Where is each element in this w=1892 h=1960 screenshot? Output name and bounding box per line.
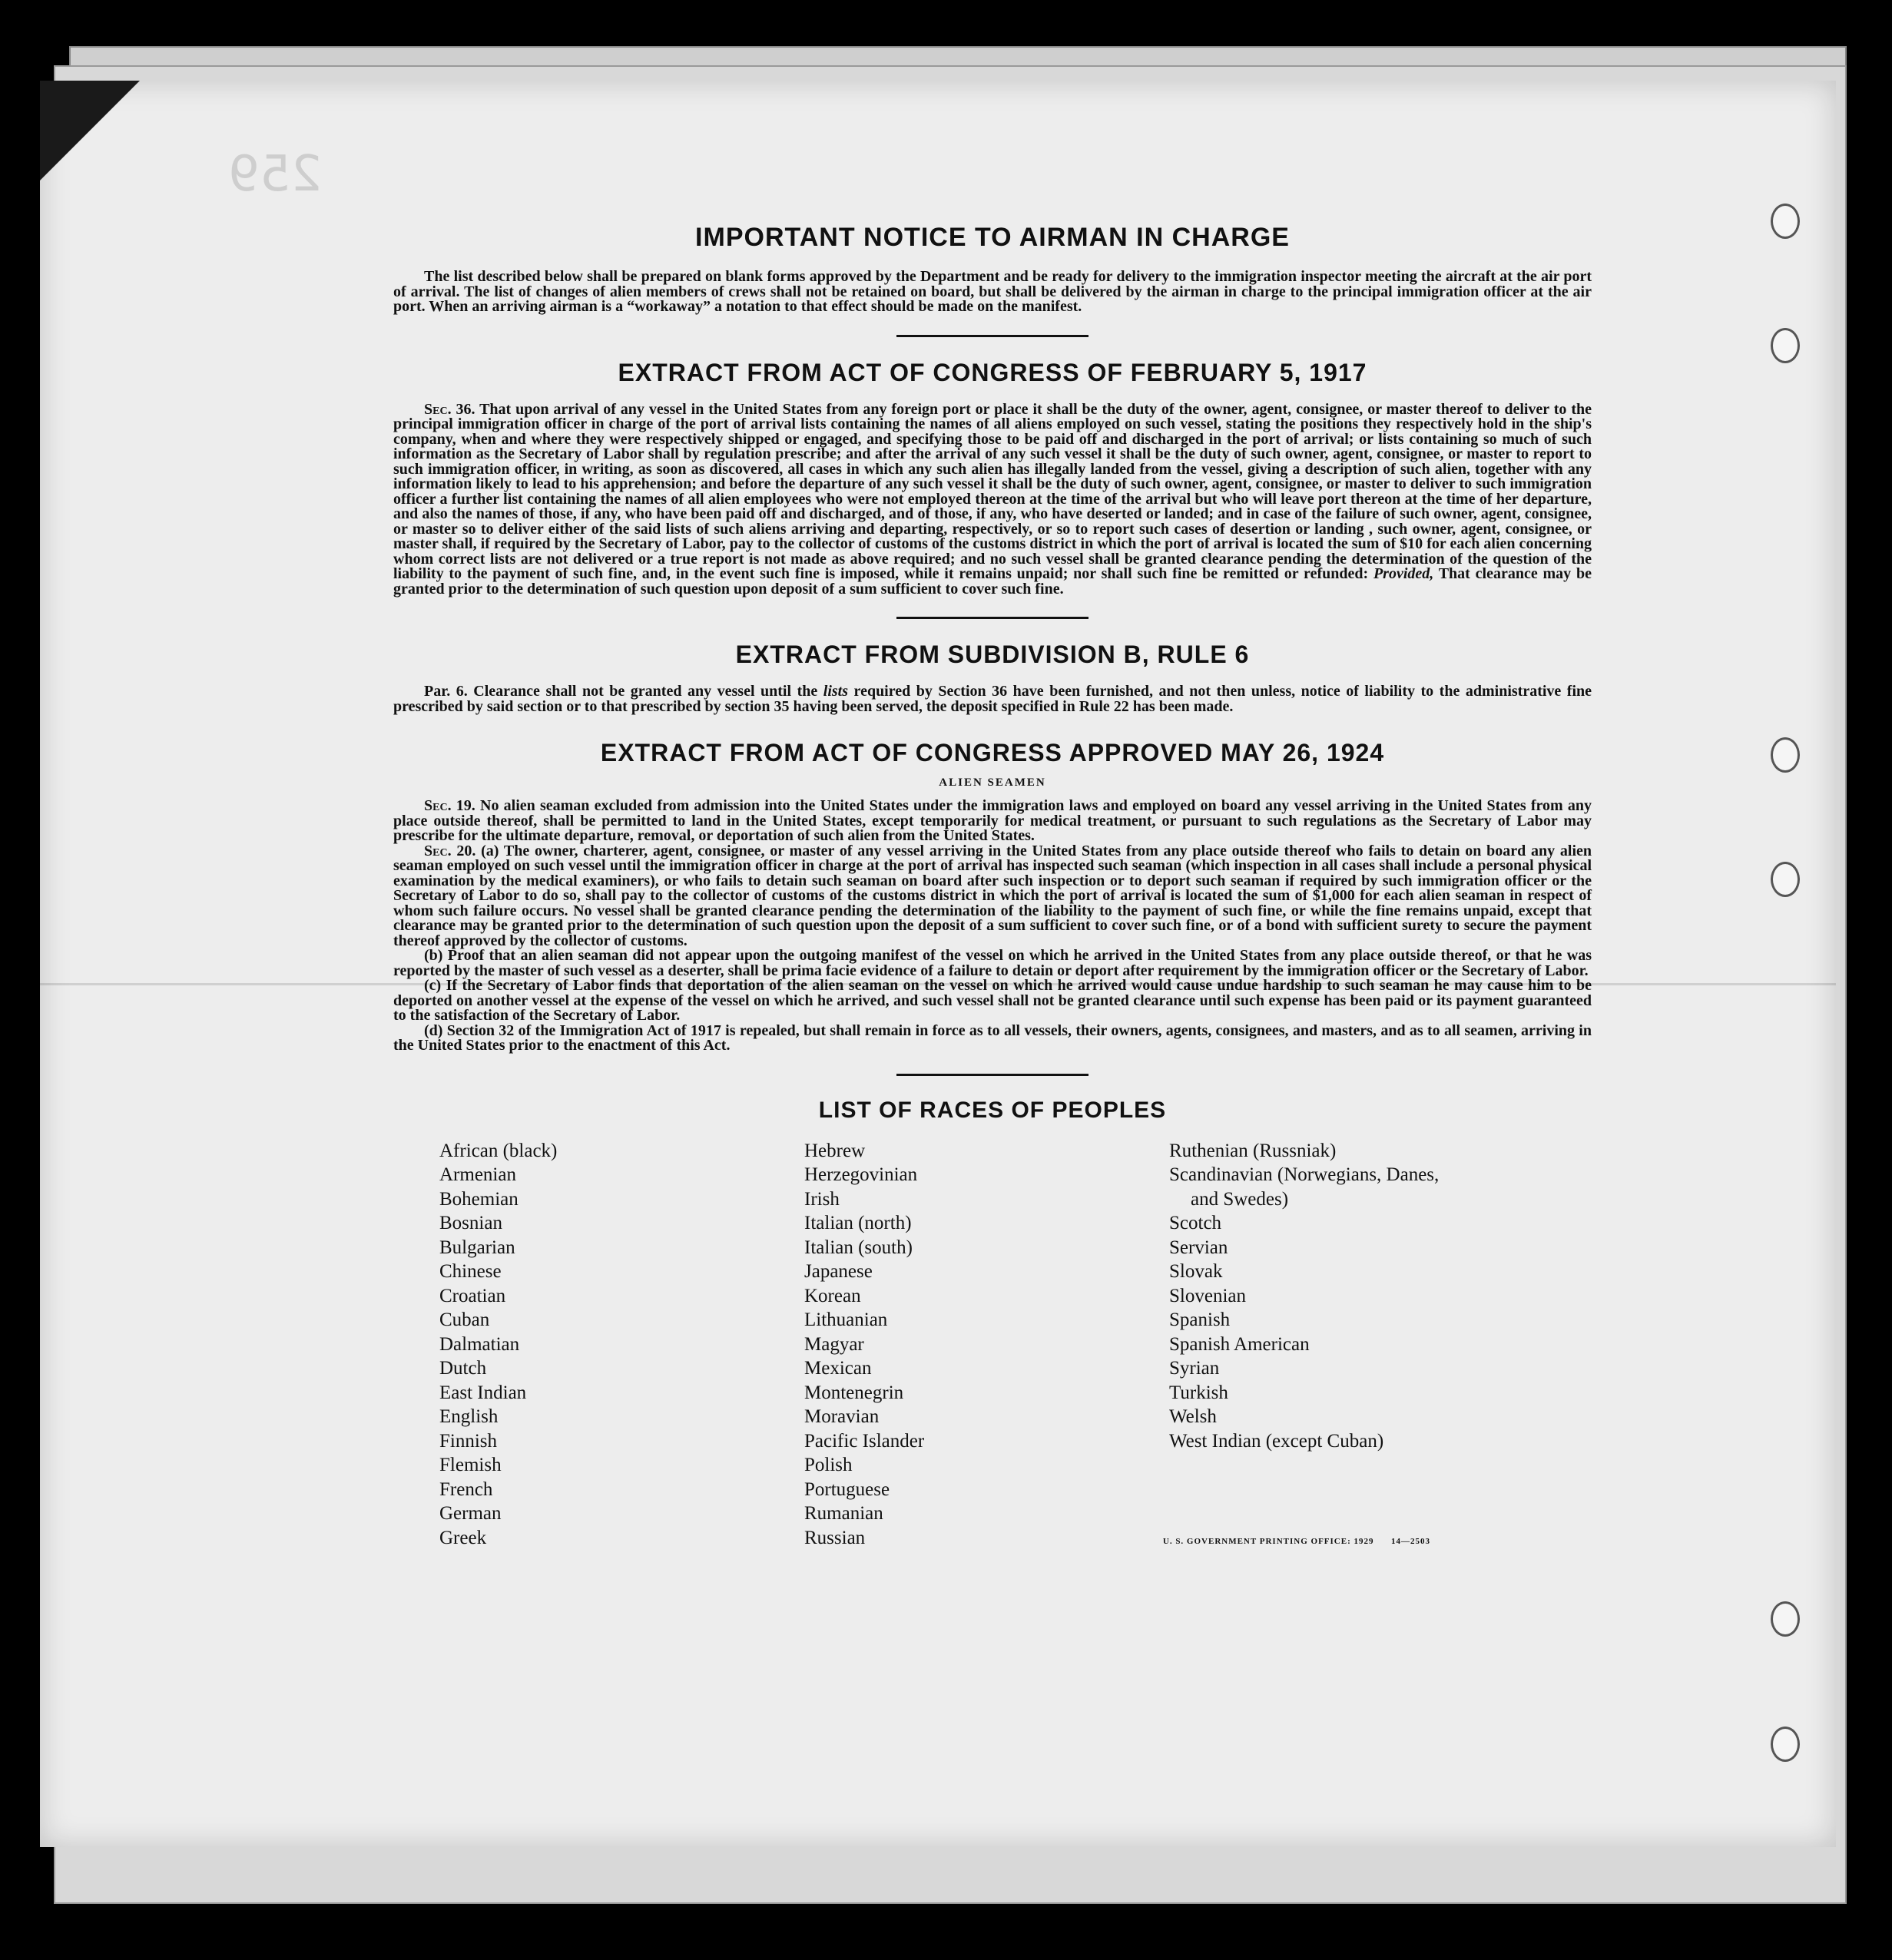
act-1924-subtitle: ALIEN SEAMEN [939, 776, 1046, 789]
divider [896, 617, 1088, 619]
section-label: Sec. 36. [424, 400, 475, 418]
act-1924-title: EXTRACT FROM ACT OF CONGRESS APPROVED MAY 26, 1924 [600, 739, 1385, 766]
divider [896, 335, 1088, 337]
race-item: Cuban [439, 1309, 490, 1330]
race-item: Italian (north) [804, 1213, 912, 1233]
race-item: Irish [804, 1188, 840, 1210]
race-item: Lithuanian [804, 1309, 888, 1330]
race-item: Russian [804, 1527, 866, 1548]
race-item-continuation: and Swedes) [1191, 1188, 1289, 1210]
race-item: Spanish American [1169, 1333, 1310, 1355]
rule-6-text [393, 684, 1592, 714]
sec-20-a-body: (a) The owner, charterer, agent, consignee, or master of any vessel arriving in the United States from any place outside thereof who fails to detain on board any alien seaman employed on such vessel until the immigration officer in charge at the port of arrival has inspected such seaman (which inspection in all cases shall include a personal physical examination by the medical examiners), or who fails to detain such seaman on board after such inspection or to deport such seaman if required by such immigration officer or the Secretary of Labor to do so, shall pay to the collector of customs of the customs district in which the port of arrival is located the sum of $1,000 for each alien seaman in respect of whom such failure occurs. No vessel shall be granted clearance pending the determination of the liability to the payment of such fine, or while the fine remains unpaid, except that clearance may be granted prior to the determination of such question upon the deposit of a sum sufficient to cover such fine, or of a bond with sufficient surety to secure the payment thereof approved by the collector of customs. [393, 842, 1592, 949]
race-item: Bosnian [439, 1213, 502, 1233]
race-item: Polish [804, 1455, 853, 1475]
races-column-1 [439, 1139, 557, 1551]
punch-hole [1771, 1601, 1800, 1637]
race-item: Flemish [439, 1455, 502, 1475]
race-item: Portuguese [804, 1478, 890, 1500]
punch-hole [1771, 204, 1800, 239]
document-content [393, 223, 1592, 1546]
races-column-2 [804, 1139, 924, 1551]
races-list [439, 1139, 1592, 1546]
race-item: Magyar [804, 1333, 864, 1355]
punch-hole [1771, 862, 1800, 897]
race-item: Slovenian [1169, 1285, 1246, 1306]
race-item: Dalmatian [439, 1333, 520, 1355]
form-number: 14—2503 [1391, 1536, 1430, 1546]
race-item: French [439, 1478, 493, 1500]
race-item: Bohemian [439, 1188, 519, 1210]
race-item: Turkish [1169, 1382, 1228, 1403]
race-item: East Indian [439, 1382, 527, 1403]
race-item: Scotch [1169, 1213, 1222, 1233]
race-item: Montenegrin [804, 1382, 904, 1403]
race-item: Greek [439, 1527, 487, 1548]
divider [896, 1074, 1088, 1076]
rule-6-italic: lists [823, 683, 849, 700]
provided-word: Provided, [1373, 565, 1434, 582]
printer-name: U. S. GOVERNMENT PRINTING OFFICE: 1929 [1162, 1536, 1374, 1546]
provided-text: That clearance may be granted prior to the determination of such question upon deposit of a sum sufficient to cover such fine. [393, 565, 1592, 598]
punch-hole [1771, 737, 1800, 773]
sec-20-a-text [393, 844, 1592, 949]
section-label: Sec. 20. [424, 842, 476, 859]
act-1917-title: EXTRACT FROM ACT OF CONGRESS OF FEBRUARY 5, 1917 [618, 358, 1367, 386]
race-item: Slovak [1169, 1261, 1223, 1282]
notice-text: The list described below shall be prepared on blank forms approved by the Department and be ready for delivery to the immigration inspector meeting the aircraft at the air port of arrival. The list of changes of alien members of crews shall not be retained on board, but shall be delivered by the airman in charge to the principal immigration officer at the air port. When an arriving airman is a “workaway” a notation to that effect should be made on the manifest. [393, 268, 1592, 315]
rule-6-text-after: required by Section 36 have been furnished, and not then unless, notice of liability to the administrative fine prescribed by said section or to that prescribed by section 35 having been served, the deposit specified in Rule 22 has been made. [393, 683, 1592, 715]
race-item: Hebrew [804, 1140, 866, 1161]
race-item: Finnish [439, 1430, 498, 1452]
race-item: Rumanian [804, 1503, 883, 1524]
race-item: Armenian [439, 1164, 516, 1185]
sec-20-c-text: (c) If the Secretary of Labor finds that deportation of the alien seaman on the vessel on which he arrived would cause undue hardship to such seaman he may cause him to be deported on another vessel at the expense of the vessel on which he arrived, and such vessel shall not be granted clearance until such expense has been paid or its payment guaranteed to the satisfaction of the Secretary of Labor. [393, 977, 1592, 1024]
sec-19-text [393, 799, 1592, 844]
race-item: Pacific Islander [804, 1430, 925, 1452]
page-number: 259 [228, 146, 323, 203]
race-item: Spanish [1169, 1309, 1231, 1330]
punch-hole [1771, 328, 1800, 363]
race-item: Scandinavian (Norwegians, Danes, [1169, 1164, 1440, 1185]
act-1917-text [393, 402, 1592, 598]
section-label: Sec. 19. [424, 797, 475, 814]
sec-20-d-text: (d) Section 32 of the Immigration Act of 1917 is repealed, but shall remain in force as to all vessels, their owners, agents, consignees, and masters, and as to all seamen, arriving in the United States prior to the enactment of this Act. [393, 1021, 1592, 1054]
race-item: Italian (south) [804, 1237, 913, 1258]
race-item: English [439, 1406, 499, 1427]
race-item: Japanese [804, 1261, 873, 1282]
race-item: Korean [804, 1285, 861, 1306]
race-item: Bulgarian [439, 1237, 515, 1258]
race-item: Ruthenian (Russniak) [1169, 1140, 1337, 1161]
sec-19-body: No alien seaman excluded from admission into the United States under the immigration laws and employed on board any vessel arriving in the United States from any place outside thereof, shall be permitted to land in the United States, except temporarily for medical treatment, or pursuant to such regulations as the Secretary of Labor may prescribe for the ultimate departure, removal, or deportation of such alien from the United States. [393, 797, 1592, 844]
printer-imprint [1163, 1537, 1430, 1546]
races-column-3 [1169, 1139, 1439, 1454]
race-item: West Indian (except Cuban) [1169, 1430, 1384, 1452]
race-item: Moravian [804, 1406, 880, 1427]
folded-corner [40, 81, 140, 180]
notice-title: IMPORTANT NOTICE TO AIRMAN IN CHARGE [695, 223, 1290, 252]
race-item: Mexican [804, 1358, 872, 1379]
rule-6-title: EXTRACT FROM SUBDIVISION B, RULE 6 [735, 641, 1250, 668]
race-item: Chinese [439, 1261, 502, 1282]
race-item: African (black) [439, 1140, 558, 1161]
races-title: LIST OF RACES OF PEOPLES [818, 1097, 1167, 1123]
sec-20-b-text: (b) Proof that an alien seaman did not appear upon the outgoing manifest of the vessel on which he arrived in the United States from any place outside thereof, or that he was reported by the master of such vessel as a deserter, shall be prima facie evidence of a failure to detain or deport after requirement by the immigration officer or the Secretary of Labor. [393, 947, 1592, 979]
race-item: Welsh [1169, 1406, 1217, 1427]
race-item: Croatian [439, 1285, 506, 1306]
race-item: Herzegovinian [804, 1164, 918, 1185]
race-item: Syrian [1169, 1358, 1220, 1379]
punch-hole [1771, 1727, 1800, 1762]
rule-6-text-before: Par. 6. Clearance shall not be granted any vessel until the [424, 683, 818, 700]
race-item: Dutch [439, 1358, 487, 1379]
race-item: Servian [1169, 1237, 1228, 1258]
document-page [40, 81, 1836, 1847]
race-item: German [439, 1503, 502, 1524]
section-36-body: That upon arrival of any vessel in the United States from any foreign port or place it shall be the duty of the owner, agent, consignee, or master thereof to deliver to the principal immigration officer in charge of the port of arrival lists containing the names of all aliens employed on such vessel, stating the positions they respectively hold in the ship's company, when and where they were respectively shipped or engaged, and specifying those to be paid off and discharged in the port of arrival; or lists containing so much of such information as the Secretary of Labor shall by regulation prescribe; and after the arrival of any such vessel it shall be the duty of such owner, agent, consignee, or master to report to such immigration officer, in writing, as soon as discovered, all cases in which any such alien has illegally landed from the vessel, giving a description of such alien, together with any information likely to lead to his apprehension; and before the departure of any such vessel it shall be the duty of such owner, agent, consignee, or master to deliver to such immigration officer a further list containing the names of all alien employees who were not employed thereon at the time of the arrival but who will leave port thereon at the time of her departure, and also the names of those, if any, who have been paid off and discharged, and of those, if any, who have deserted or landed; and in case of the failure of such owner, agent, consignee, or master so to deliver either of the said lists of such aliens arriving and departing, respectively, or so to report such cases of desertion or landing , such owner, agent, consignee, or master shall, if required by the Secretary of Labor, pay to the collector of customs of the customs district in which the port of arrival is located the sum of $10 for each alien concerning whom correct lists are not delivered or a true report is not made as above required; and no such vessel shall be granted clearance pending the determination of the question of the liability to the payment of such fine, and, in the event such fine is imposed, while it remains unpaid; nor shall such fine be remitted or refunded: [393, 400, 1592, 582]
